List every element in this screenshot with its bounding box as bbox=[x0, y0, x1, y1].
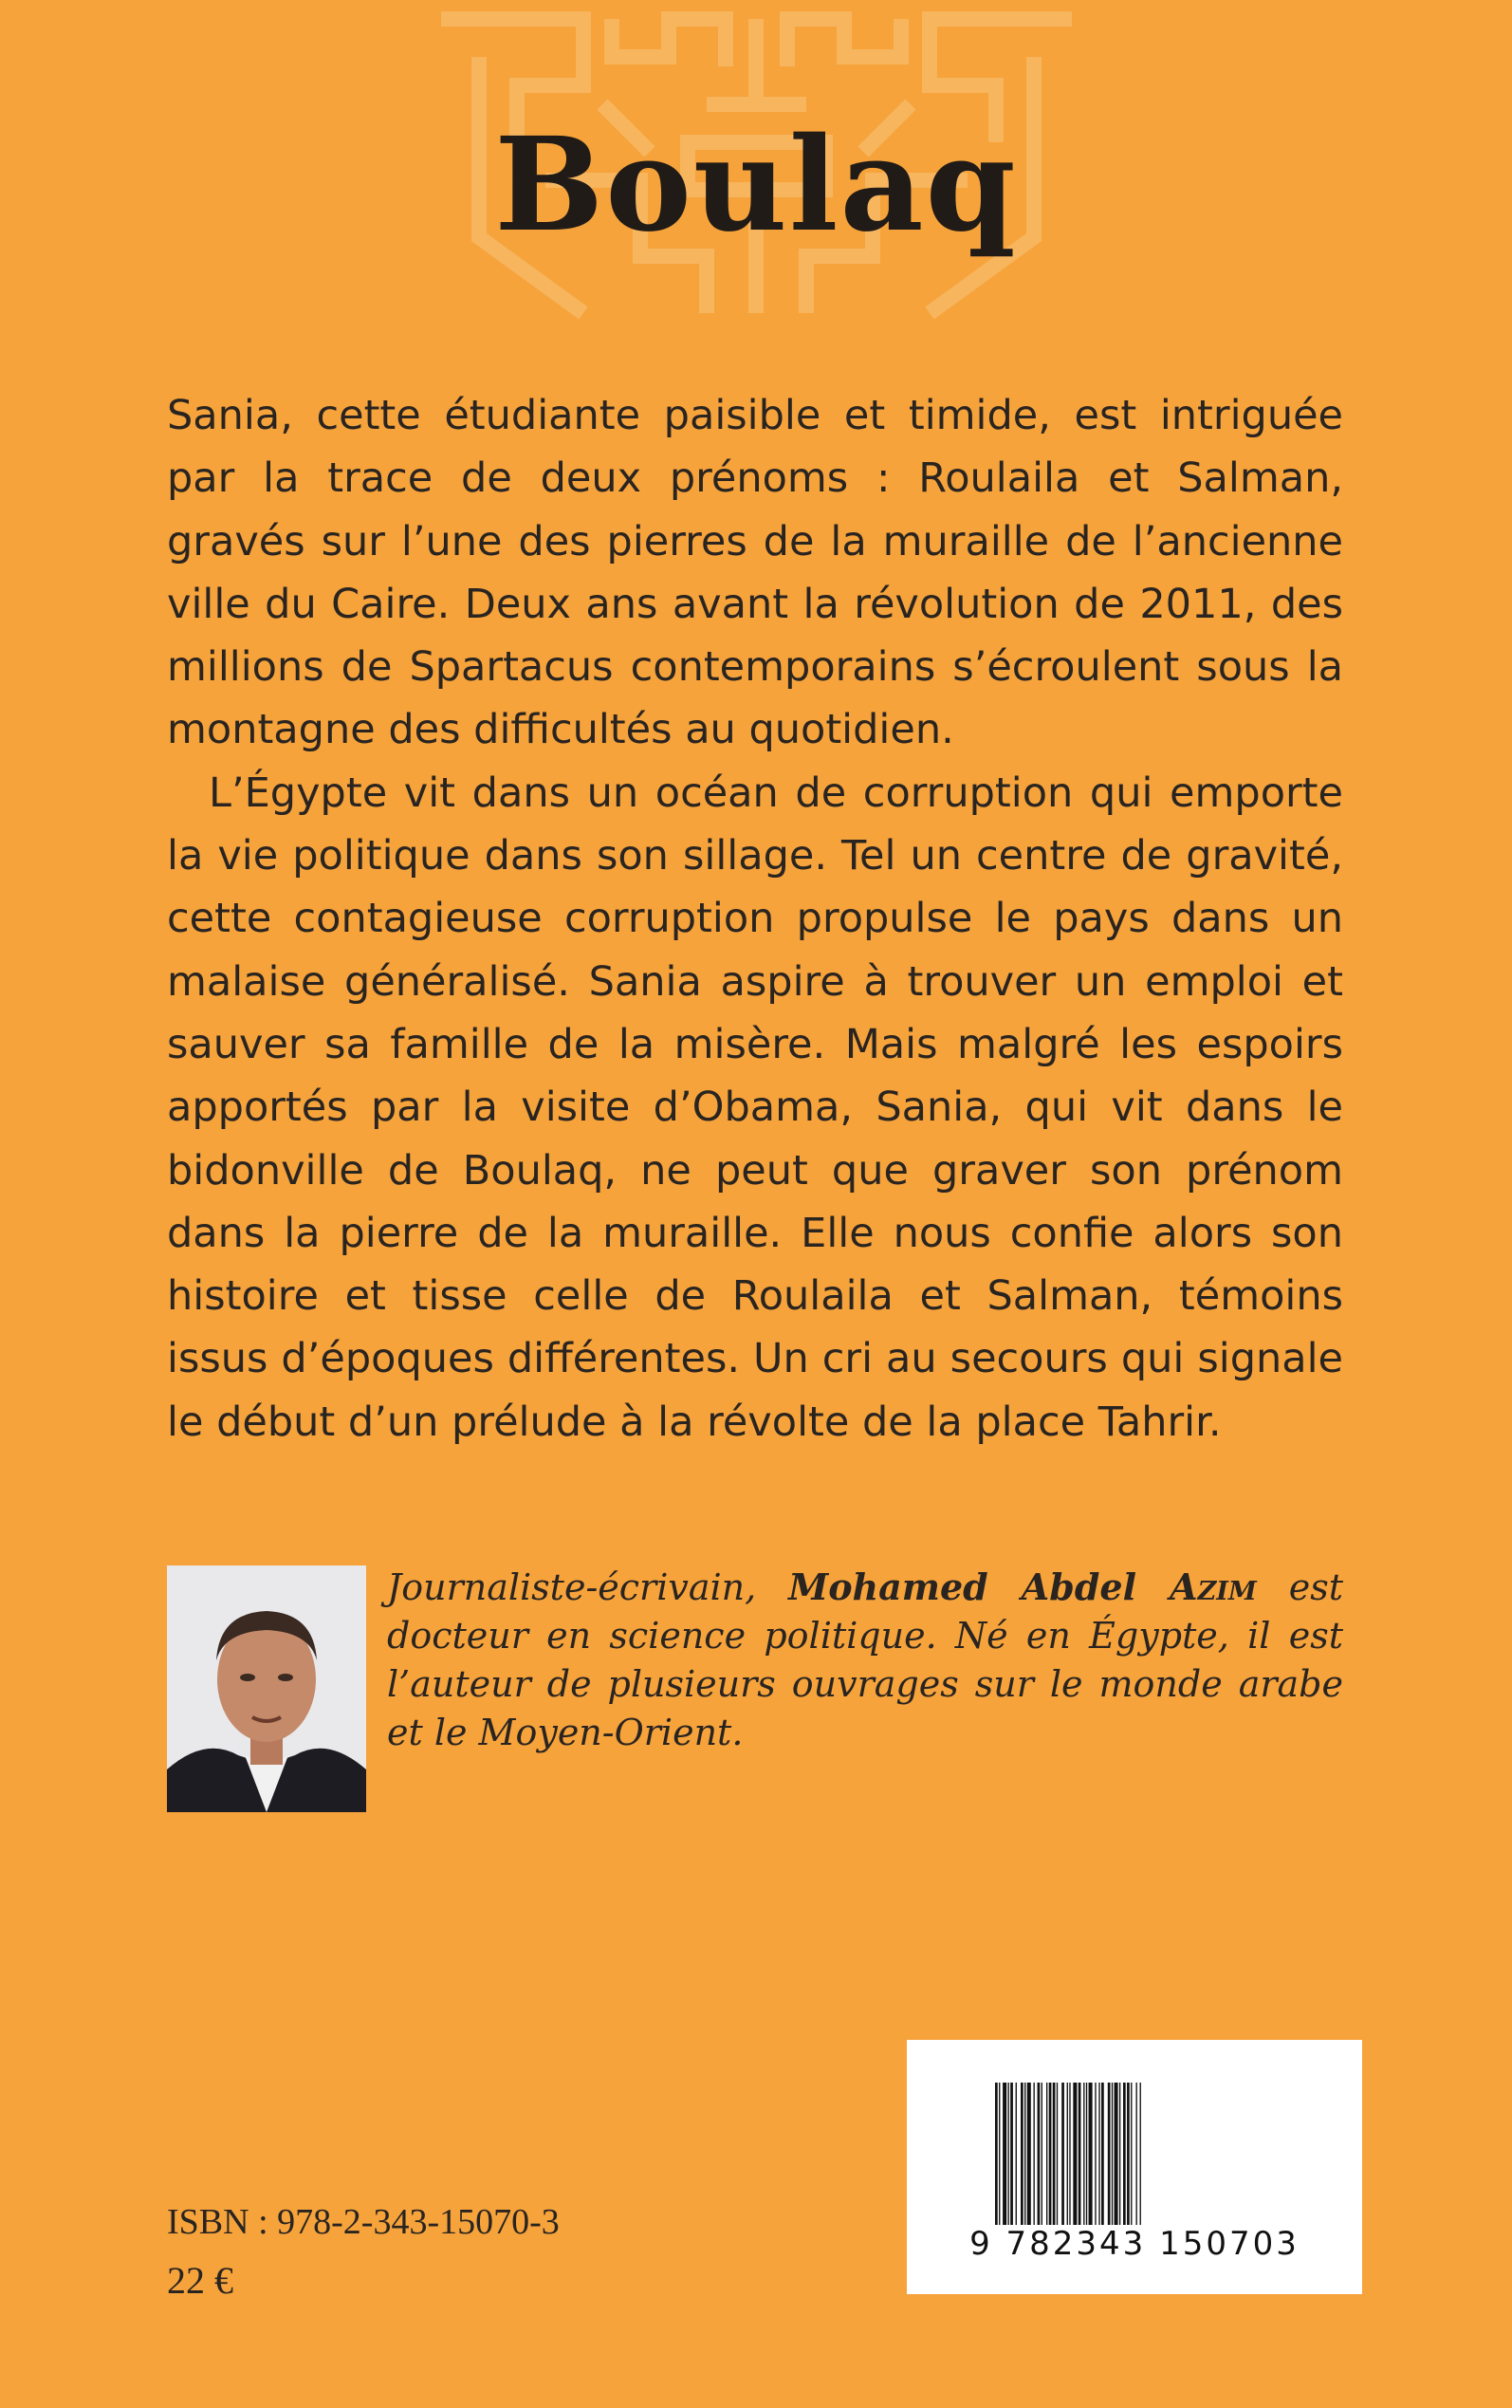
barcode-bar bbox=[1027, 2083, 1031, 2225]
barcode-bar bbox=[1046, 2083, 1047, 2225]
summary-paragraph: L’Égypte vit dans un océan de corruption qui emporte la vie politique dans son sillage. Tel un centre de gravité, cette contagieuse corruption propulse le pays dans un malaise généralisé. Sania aspire à trouver un emploi et sauver sa famille de la misère. Mais malgré les espoirs apportés par la visite d’Obama, Sania, qui vit dans le bidonville de Boulaq, ne peut que graver son prénom dans la pierre de la muraille. Elle nous confie alors son histoire et tisse celle de Roulaila et Salman, témoins issus d’époques différentes. Un cri au secours qui signale le début d’un prélude à la révolte de la place Tahrir. bbox=[167, 769, 1343, 1446]
summary-paragraph: Sania, cette étudiante paisible et timide, est intriguée par la trace de deux prénoms : Roulaila et Salman, gravés sur l’une des pierres de la muraille de l’ancienne ville du Caire. Deux ans avant la révolution de 2011, des millions de Spartacus contemporains s’écroulent sous la montagne des difficultés au quotidien. bbox=[167, 392, 1343, 754]
author-bio: Journaliste-écrivain, Mohamed Abdel Azim est docteur en science politique. Né en Égypte, il est l’auteur de plusieurs ouvrages sur le monde arabe et le Moyen-Orient. bbox=[387, 1565, 1343, 1753]
book-title: Boulaq bbox=[494, 109, 1018, 261]
barcode-bar bbox=[1067, 2083, 1068, 2225]
author-name: Mohamed Abdel Azim bbox=[788, 1565, 1257, 1608]
barcode-bar bbox=[999, 2083, 1000, 2225]
barcode-bar bbox=[1008, 2083, 1009, 2225]
barcode-bar bbox=[1010, 2083, 1013, 2225]
barcode-bar bbox=[1016, 2083, 1017, 2225]
barcode-digits: 9 782343 150703 bbox=[969, 2225, 1300, 2263]
barcode-bar bbox=[1038, 2083, 1041, 2225]
barcode-bar bbox=[1079, 2083, 1081, 2225]
barcode-bar bbox=[1095, 2083, 1096, 2225]
barcode-bar bbox=[1119, 2083, 1120, 2225]
barcode-bar bbox=[1098, 2083, 1099, 2225]
summary-text bbox=[167, 384, 1343, 1454]
barcode-bar bbox=[1131, 2083, 1132, 2225]
barcode-bar bbox=[995, 2083, 998, 2225]
barcode-bar bbox=[1140, 2083, 1141, 2225]
barcode-bar bbox=[1123, 2083, 1126, 2225]
barcode-bar bbox=[1127, 2083, 1130, 2225]
barcode-bar bbox=[1083, 2083, 1084, 2225]
author-photo bbox=[167, 1565, 366, 1812]
barcode-bar bbox=[1089, 2083, 1093, 2225]
barcode-bar bbox=[1021, 2083, 1023, 2225]
barcode-bar bbox=[1057, 2083, 1058, 2225]
barcode-bar bbox=[1003, 2083, 1006, 2225]
price: 22 € bbox=[167, 2259, 233, 2302]
barcode-bar bbox=[1108, 2083, 1111, 2225]
barcode-bar bbox=[1136, 2083, 1137, 2225]
isbn: ISBN : 978-2-343-15070-3 bbox=[167, 2202, 560, 2242]
barcode bbox=[907, 2040, 1362, 2294]
barcode-bar bbox=[1112, 2083, 1113, 2225]
barcode-bar bbox=[1024, 2083, 1025, 2225]
barcode-bars bbox=[995, 2083, 1270, 2234]
barcode-bar bbox=[1049, 2083, 1052, 2225]
barcode-bar bbox=[1069, 2083, 1070, 2225]
barcode-bar bbox=[1115, 2083, 1118, 2225]
barcode-bar bbox=[1101, 2083, 1104, 2225]
barcode-bar bbox=[1061, 2083, 1064, 2225]
barcode-bar bbox=[1034, 2083, 1035, 2225]
barcode-bar bbox=[1053, 2083, 1056, 2225]
barcode-bar bbox=[1073, 2083, 1077, 2225]
barcode-bar bbox=[1086, 2083, 1087, 2225]
